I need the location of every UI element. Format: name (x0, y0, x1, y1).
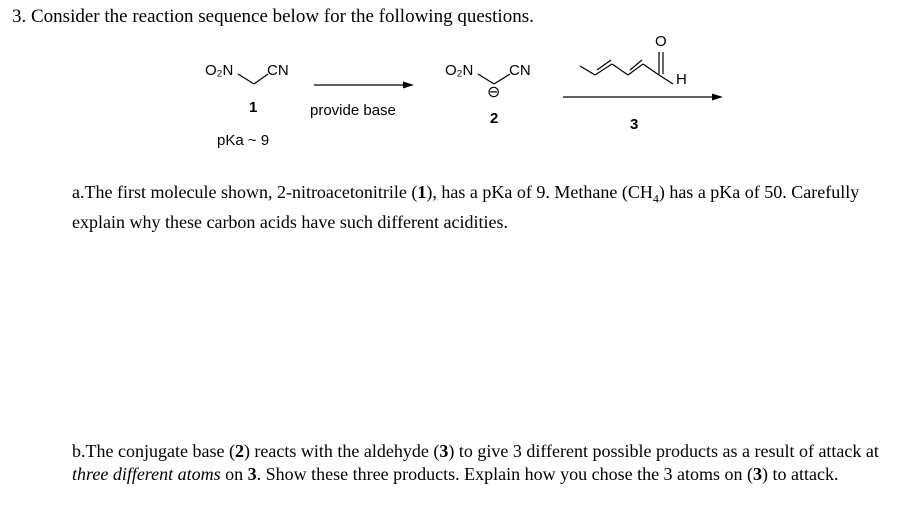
aldehyde-oxygen: O (655, 33, 667, 50)
molecule-2-label: 2 (490, 110, 499, 127)
molecule-2-nitro: O₂N (445, 62, 474, 79)
aldehyde-label: 3 (630, 116, 639, 133)
question-title: Consider the reaction sequence below for the following questions. (31, 6, 534, 27)
reaction-arrow-1 (314, 82, 414, 89)
reaction-arrow-2 (563, 94, 723, 101)
aldehyde-3-skeleton (580, 52, 673, 84)
carbanion-charge-icon: ⊖ (487, 84, 501, 101)
aldehyde-hydrogen: H (676, 71, 687, 88)
question-number: 3. (12, 6, 27, 27)
molecule-1-bonds (238, 74, 268, 84)
molecule-1-label: 1 (249, 99, 258, 116)
part-a-text: a.The first molecule shown, 2-nitroacetonitrile (1), has a pKa of 9. Methane $(CH_4)$ has a pKa of 50. Carefully explain why these carbon acids have such different acidities. (72, 182, 860, 232)
molecule-1-nitro: O₂N (205, 62, 234, 79)
part-b-text: b.The conjugate base (2) reacts with the aldehyde (3) to give 3 different possible products as a result of attack at three different atoms on 3. Show these three products. Explain how you chose the 3 atoms on (3) to attack. (72, 441, 879, 484)
molecule-1-pka: pKa ~ 9 (217, 132, 270, 149)
reagent-label: provide base (310, 102, 396, 119)
molecule-1-nitrile: CN (267, 62, 289, 79)
molecule-2-nitrile: CN (509, 62, 531, 79)
scheme-svg (0, 0, 924, 180)
